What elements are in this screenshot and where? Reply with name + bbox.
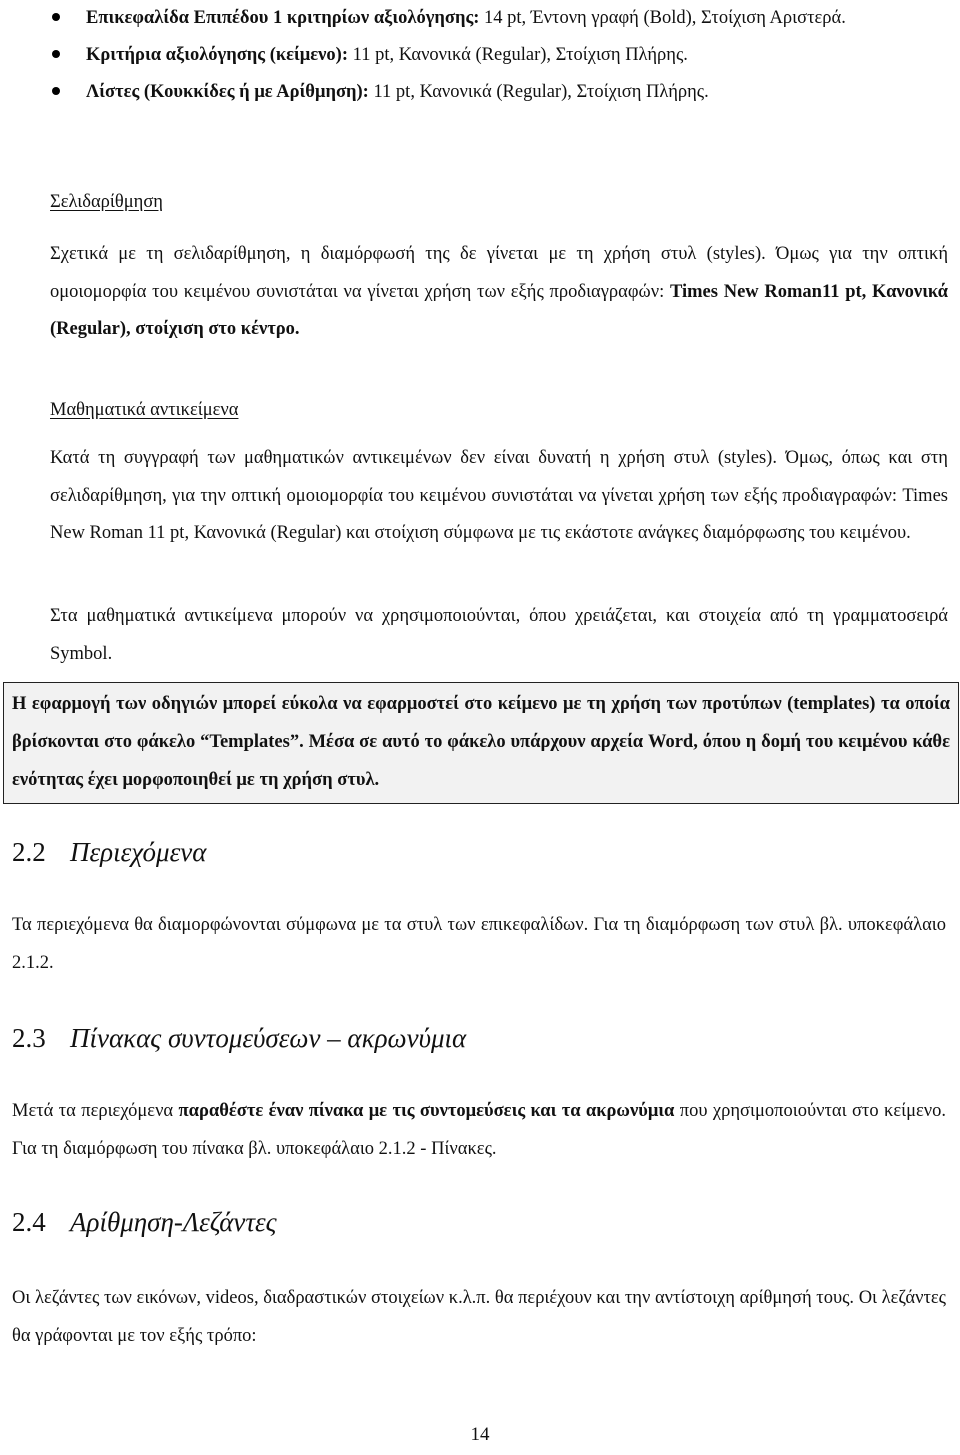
section-number: 2.3	[12, 1023, 46, 1053]
math-heading: Μαθηματικά αντικείμενα	[50, 400, 239, 420]
style-bullet-list	[50, 0, 948, 111]
abbreviations-bold: παραθέστε έναν πίνακα με τις συντομεύσεις και τα ακρωνύμια	[178, 1101, 675, 1121]
section-heading-2-2	[12, 834, 206, 870]
math-paragraph-1: Κατά τη συγγραφή των μαθηματικών αντικειμένων δεν είναι δυνατή η χρήση στυλ (styles). Όμως, όπως και στη σελιδαρίθμηση, για την οπτική ομοιομορφία του κειμένου συνιστάται να γίνεται χρήση των εξής προδιαγραφών: Times New Roman 11 pt, Κανονικά (Regular) και στοίχιση σύμφωνα με τις εκάστοτε ανάγκες διαμόρφωσης του κειμένου.	[50, 448, 948, 543]
section-title: Περιεχόμενα	[70, 837, 207, 867]
captions-paragraph: Οι λεζάντες των εικόνων, videos, διαδραστικών στοιχείων κ.λ.π. θα περιέχουν και την αντίστοιχη αρίθμησή τους. Οι λεζάντες θα γράφονται με τον εξής τρόπο:	[12, 1288, 946, 1346]
section-heading-2-3	[12, 1020, 466, 1056]
pagination-spec: Times New Roman11 pt, Κανονικά (Regular), στοίχιση στο κέντρο.	[50, 281, 948, 339]
bullet-bold: Επικεφαλίδα Επιπέδου 1 κριτηρίων αξιολόγησης:	[86, 8, 480, 28]
bullet-text: 11 pt, Κανονικά (Regular), Στοίχιση Πλήρης.	[368, 82, 709, 102]
abbreviations-paragraph	[12, 1093, 946, 1168]
pagination-paragraph	[50, 236, 948, 349]
section-number: 2.2	[12, 837, 46, 867]
page-number: 14	[470, 1424, 490, 1445]
abbreviations-text-post: που χρησιμοποιούνται στο κείμενο. Για τη διαμόρφωση του πίνακα βλ. υποκεφάλαιο 2.1.2 - Πίνακες.	[12, 1101, 946, 1159]
pagination-heading: Σελιδαρίθμηση	[50, 192, 163, 212]
section-title: Πίνακας συντομεύσεων – ακρωνύμια	[70, 1023, 467, 1053]
section-number: 2.4	[12, 1207, 46, 1237]
bullet-item	[50, 74, 948, 111]
bullet-bold: Λίστες (Κουκκίδες ή με Αρίθμηση):	[86, 82, 369, 102]
bullet-text: 14 pt, Έντονη γραφή (Bold), Στοίχιση Αριστερά.	[479, 8, 846, 28]
pagination-text: Σχετικά με τη σελιδαρίθμηση, η διαμόρφωσή της δε γίνεται με τη χρήση στυλ (styles). Όμως για την οπτική ομοιομορφία του κειμένου συνιστάται να γίνεται χρήση των εξής προδιαγραφών:	[50, 244, 948, 302]
section-heading-2-4	[12, 1204, 277, 1240]
bullet-bold: Κριτήρια αξιολόγησης (κείμενο):	[86, 45, 348, 65]
math-paragraph-2: Στα μαθηματικά αντικείμενα μπορούν να χρησιμοποιούνται, όπου χρειάζεται, και στοιχεία από τη γραμματοσειρά Symbol.	[50, 606, 948, 664]
section-title: Αρίθμηση-Λεζάντες	[70, 1207, 277, 1237]
bullet-item	[50, 37, 948, 74]
bullet-item	[50, 0, 948, 37]
templates-note-box: Η εφαρμογή των οδηγιών μπορεί εύκολα να εφαρμοστεί στο κείμενο με τη χρήση των προτύπων (templates) τα οποία βρίσκονται στο φάκελο “Templates”. Μέσα σε αυτό το φάκελο υπάρχουν αρχεία Word, όπου η δομή του κειμένου κάθε ενότητας έχει μορφοποιηθεί με τη χρήση στυλ.	[3, 682, 959, 804]
bullet-text: 11 pt, Κανονικά (Regular), Στοίχιση Πλήρης.	[348, 45, 688, 65]
abbreviations-text-pre: Μετά τα περιεχόμενα	[12, 1101, 179, 1121]
contents-paragraph: Τα περιεχόμενα θα διαμορφώνονται σύμφωνα με τα στυλ των επικεφαλίδων. Για τη διαμόρφωση των στυλ βλ. υποκεφάλαιο 2.1.2.	[12, 915, 946, 973]
